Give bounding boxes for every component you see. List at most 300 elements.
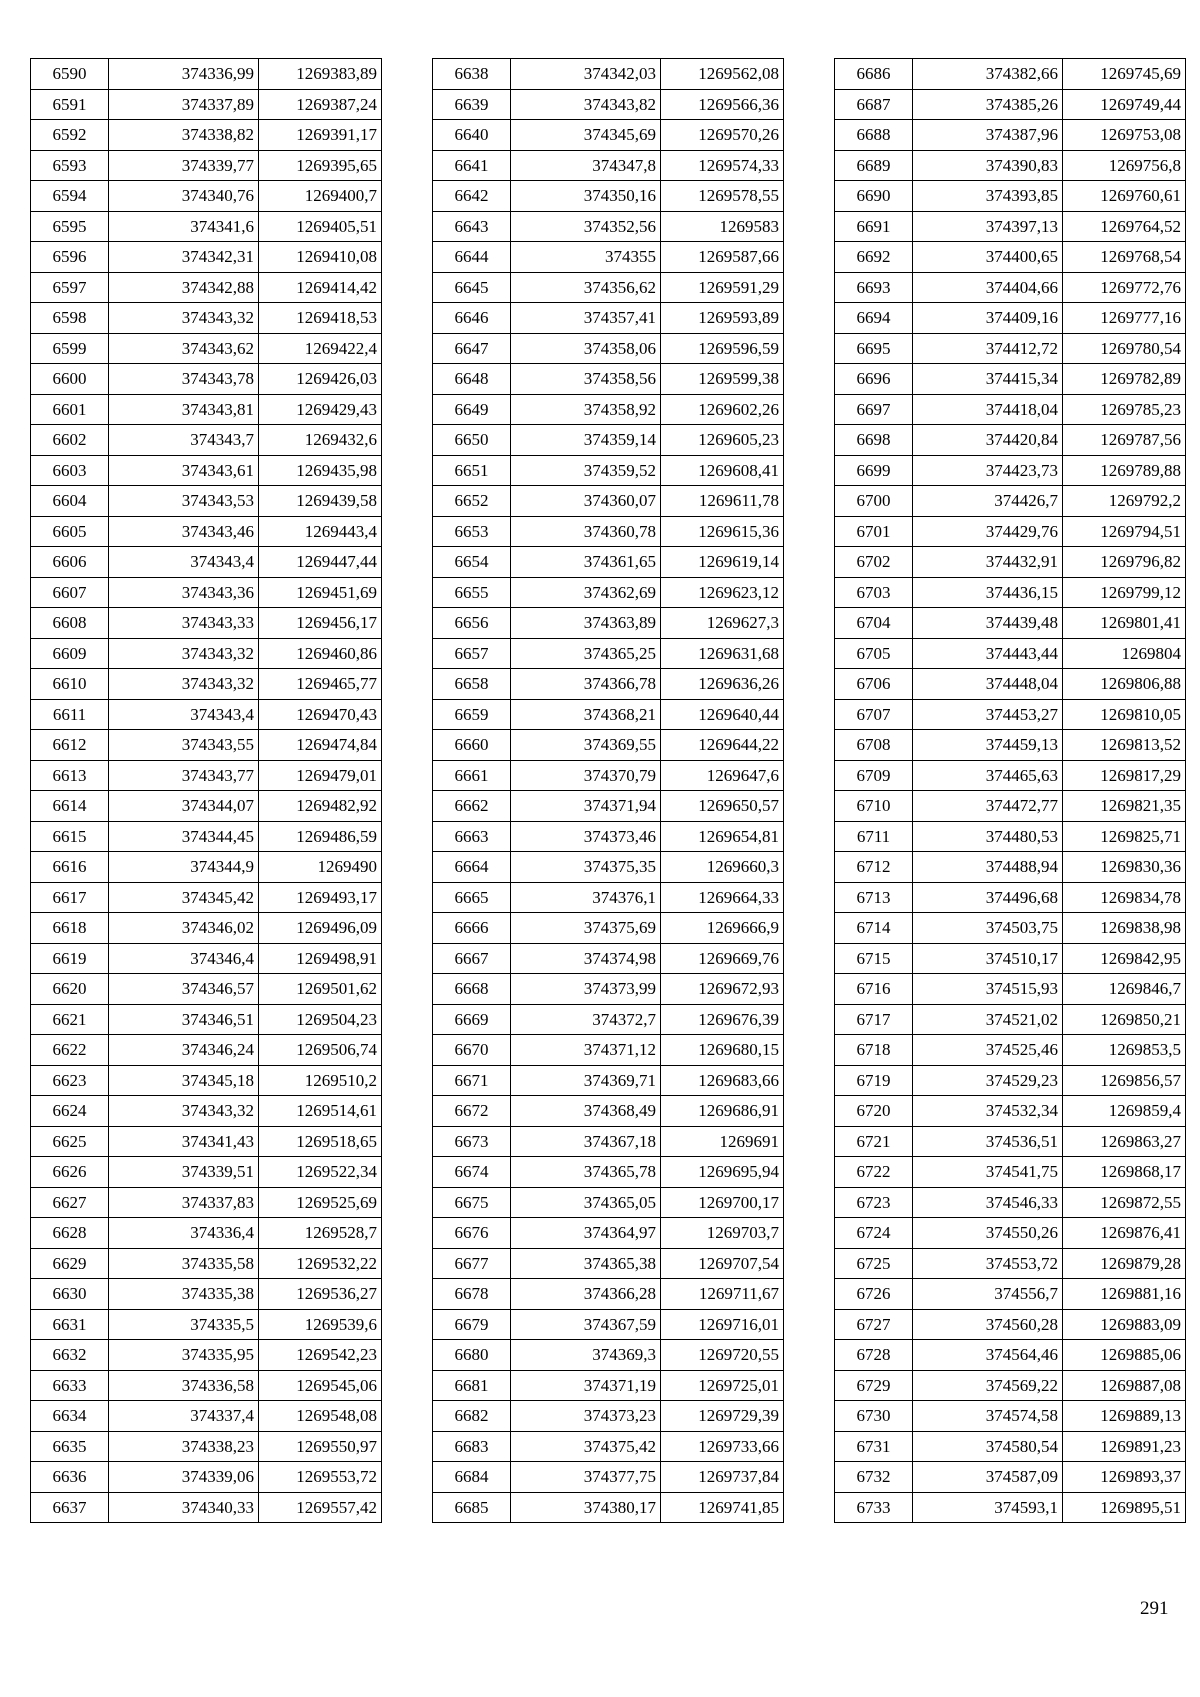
table-row bbox=[433, 333, 784, 364]
x-coordinate-cell: 374345,42 bbox=[109, 882, 259, 913]
y-coordinate-cell: 1269550,97 bbox=[259, 1431, 382, 1462]
point-number-cell: 6616 bbox=[31, 852, 109, 883]
point-number-cell: 6710 bbox=[835, 791, 913, 822]
x-coordinate-cell: 374459,13 bbox=[913, 730, 1063, 761]
table-row bbox=[433, 364, 784, 395]
point-number-cell: 6631 bbox=[31, 1309, 109, 1340]
table-row bbox=[31, 1431, 382, 1462]
table-row bbox=[31, 913, 382, 944]
x-coordinate-cell: 374339,51 bbox=[109, 1157, 259, 1188]
point-number-cell: 6732 bbox=[835, 1462, 913, 1493]
x-coordinate-cell: 374409,16 bbox=[913, 303, 1063, 334]
x-coordinate-cell: 374352,56 bbox=[511, 211, 661, 242]
x-coordinate-cell: 374346,51 bbox=[109, 1004, 259, 1035]
x-coordinate-cell: 374343,4 bbox=[109, 699, 259, 730]
x-coordinate-cell: 374360,78 bbox=[511, 516, 661, 547]
y-coordinate-cell: 1269548,08 bbox=[259, 1401, 382, 1432]
table-row bbox=[31, 1126, 382, 1157]
y-coordinate-cell: 1269853,5 bbox=[1063, 1035, 1186, 1066]
table-row bbox=[835, 1309, 1186, 1340]
x-coordinate-cell: 374346,4 bbox=[109, 943, 259, 974]
x-coordinate-cell: 374550,26 bbox=[913, 1218, 1063, 1249]
point-number-cell: 6644 bbox=[433, 242, 511, 273]
y-coordinate-cell: 1269391,17 bbox=[259, 120, 382, 151]
x-coordinate-cell: 374358,56 bbox=[511, 364, 661, 395]
y-coordinate-cell: 1269753,08 bbox=[1063, 120, 1186, 151]
point-number-cell: 6704 bbox=[835, 608, 913, 639]
x-coordinate-cell: 374369,3 bbox=[511, 1340, 661, 1371]
x-coordinate-cell: 374350,16 bbox=[511, 181, 661, 212]
point-number-cell: 6626 bbox=[31, 1157, 109, 1188]
x-coordinate-cell: 374344,45 bbox=[109, 821, 259, 852]
x-coordinate-cell: 374335,5 bbox=[109, 1309, 259, 1340]
y-coordinate-cell: 1269451,69 bbox=[259, 577, 382, 608]
table-row bbox=[835, 913, 1186, 944]
table-row bbox=[835, 1004, 1186, 1035]
point-number-cell: 6594 bbox=[31, 181, 109, 212]
x-coordinate-cell: 374343,55 bbox=[109, 730, 259, 761]
y-coordinate-cell: 1269490 bbox=[259, 852, 382, 883]
y-coordinate-cell: 1269777,16 bbox=[1063, 303, 1186, 334]
table-row bbox=[433, 760, 784, 791]
table-row bbox=[835, 181, 1186, 212]
point-number-cell: 6609 bbox=[31, 638, 109, 669]
table-row bbox=[433, 669, 784, 700]
x-coordinate-cell: 374343,33 bbox=[109, 608, 259, 639]
table-row bbox=[433, 821, 784, 852]
y-coordinate-cell: 1269493,17 bbox=[259, 882, 382, 913]
x-coordinate-cell: 374510,17 bbox=[913, 943, 1063, 974]
point-number-cell: 6715 bbox=[835, 943, 913, 974]
point-number-cell: 6618 bbox=[31, 913, 109, 944]
x-coordinate-cell: 374355 bbox=[511, 242, 661, 273]
y-coordinate-cell: 1269553,72 bbox=[259, 1462, 382, 1493]
point-number-cell: 6676 bbox=[433, 1218, 511, 1249]
table-row bbox=[835, 1096, 1186, 1127]
point-number-cell: 6724 bbox=[835, 1218, 913, 1249]
table-row bbox=[31, 1004, 382, 1035]
point-number-cell: 6671 bbox=[433, 1065, 511, 1096]
table-row bbox=[31, 547, 382, 578]
point-number-cell: 6689 bbox=[835, 150, 913, 181]
point-number-cell: 6703 bbox=[835, 577, 913, 608]
point-number-cell: 6642 bbox=[433, 181, 511, 212]
point-number-cell: 6647 bbox=[433, 333, 511, 364]
point-number-cell: 6674 bbox=[433, 1157, 511, 1188]
y-coordinate-cell: 1269782,89 bbox=[1063, 364, 1186, 395]
point-number-cell: 6708 bbox=[835, 730, 913, 761]
x-coordinate-cell: 374345,18 bbox=[109, 1065, 259, 1096]
y-coordinate-cell: 1269506,74 bbox=[259, 1035, 382, 1066]
x-coordinate-cell: 374335,58 bbox=[109, 1248, 259, 1279]
point-number-cell: 6695 bbox=[835, 333, 913, 364]
x-coordinate-cell: 374390,83 bbox=[913, 150, 1063, 181]
point-number-cell: 6596 bbox=[31, 242, 109, 273]
point-number-cell: 6729 bbox=[835, 1370, 913, 1401]
point-number-cell: 6637 bbox=[31, 1492, 109, 1523]
point-number-cell: 6610 bbox=[31, 669, 109, 700]
x-coordinate-cell: 374385,26 bbox=[913, 89, 1063, 120]
x-coordinate-cell: 374423,73 bbox=[913, 455, 1063, 486]
x-coordinate-cell: 374339,77 bbox=[109, 150, 259, 181]
table-row bbox=[31, 1401, 382, 1432]
x-coordinate-cell: 374448,04 bbox=[913, 669, 1063, 700]
table-row bbox=[835, 1065, 1186, 1096]
table-row bbox=[835, 547, 1186, 578]
point-number-cell: 6680 bbox=[433, 1340, 511, 1371]
point-number-cell: 6635 bbox=[31, 1431, 109, 1462]
table-row bbox=[433, 455, 784, 486]
x-coordinate-cell: 374503,75 bbox=[913, 913, 1063, 944]
x-coordinate-cell: 374368,49 bbox=[511, 1096, 661, 1127]
y-coordinate-cell: 1269666,9 bbox=[661, 913, 784, 944]
y-coordinate-cell: 1269599,38 bbox=[661, 364, 784, 395]
y-coordinate-cell: 1269542,23 bbox=[259, 1340, 382, 1371]
point-number-cell: 6602 bbox=[31, 425, 109, 456]
y-coordinate-cell: 1269764,52 bbox=[1063, 211, 1186, 242]
y-coordinate-cell: 1269611,78 bbox=[661, 486, 784, 517]
table-row bbox=[835, 608, 1186, 639]
x-coordinate-cell: 374420,84 bbox=[913, 425, 1063, 456]
y-coordinate-cell: 1269700,17 bbox=[661, 1187, 784, 1218]
y-coordinate-cell: 1269881,16 bbox=[1063, 1279, 1186, 1310]
point-number-cell: 6686 bbox=[835, 59, 913, 90]
table-row bbox=[835, 730, 1186, 761]
table-row bbox=[835, 1279, 1186, 1310]
point-number-cell: 6606 bbox=[31, 547, 109, 578]
x-coordinate-cell: 374357,41 bbox=[511, 303, 661, 334]
y-coordinate-cell: 1269587,66 bbox=[661, 242, 784, 273]
y-coordinate-cell: 1269443,4 bbox=[259, 516, 382, 547]
point-number-cell: 6600 bbox=[31, 364, 109, 395]
x-coordinate-cell: 374342,88 bbox=[109, 272, 259, 303]
table-row bbox=[835, 1187, 1186, 1218]
y-coordinate-cell: 1269804 bbox=[1063, 638, 1186, 669]
x-coordinate-cell: 374371,19 bbox=[511, 1370, 661, 1401]
point-number-cell: 6700 bbox=[835, 486, 913, 517]
x-coordinate-cell: 374429,76 bbox=[913, 516, 1063, 547]
y-coordinate-cell: 1269514,61 bbox=[259, 1096, 382, 1127]
point-number-cell: 6628 bbox=[31, 1218, 109, 1249]
y-coordinate-cell: 1269891,23 bbox=[1063, 1431, 1186, 1462]
table-row bbox=[835, 486, 1186, 517]
x-coordinate-cell: 374343,53 bbox=[109, 486, 259, 517]
point-number-cell: 6657 bbox=[433, 638, 511, 669]
point-number-cell: 6726 bbox=[835, 1279, 913, 1310]
y-coordinate-cell: 1269806,88 bbox=[1063, 669, 1186, 700]
y-coordinate-cell: 1269465,77 bbox=[259, 669, 382, 700]
table-row bbox=[835, 516, 1186, 547]
x-coordinate-cell: 374574,58 bbox=[913, 1401, 1063, 1432]
point-number-cell: 6641 bbox=[433, 150, 511, 181]
y-coordinate-cell: 1269785,23 bbox=[1063, 394, 1186, 425]
table-row bbox=[31, 516, 382, 547]
y-coordinate-cell: 1269647,6 bbox=[661, 760, 784, 791]
x-coordinate-cell: 374341,6 bbox=[109, 211, 259, 242]
table-row bbox=[31, 89, 382, 120]
y-coordinate-cell: 1269557,42 bbox=[259, 1492, 382, 1523]
table-row bbox=[835, 1431, 1186, 1462]
y-coordinate-cell: 1269426,03 bbox=[259, 364, 382, 395]
table-row bbox=[835, 577, 1186, 608]
coordinate-table-2 bbox=[432, 58, 784, 1523]
table-row bbox=[835, 1401, 1186, 1432]
x-coordinate-cell: 374343,62 bbox=[109, 333, 259, 364]
y-coordinate-cell: 1269496,09 bbox=[259, 913, 382, 944]
x-coordinate-cell: 374358,92 bbox=[511, 394, 661, 425]
y-coordinate-cell: 1269532,22 bbox=[259, 1248, 382, 1279]
y-coordinate-cell: 1269650,57 bbox=[661, 791, 784, 822]
y-coordinate-cell: 1269691 bbox=[661, 1126, 784, 1157]
point-number-cell: 6603 bbox=[31, 455, 109, 486]
point-number-cell: 6697 bbox=[835, 394, 913, 425]
x-coordinate-cell: 374366,28 bbox=[511, 1279, 661, 1310]
x-coordinate-cell: 374426,7 bbox=[913, 486, 1063, 517]
x-coordinate-cell: 374365,25 bbox=[511, 638, 661, 669]
x-coordinate-cell: 374515,93 bbox=[913, 974, 1063, 1005]
y-coordinate-cell: 1269418,53 bbox=[259, 303, 382, 334]
table-row bbox=[433, 242, 784, 273]
point-number-cell: 6714 bbox=[835, 913, 913, 944]
y-coordinate-cell: 1269707,54 bbox=[661, 1248, 784, 1279]
y-coordinate-cell: 1269539,6 bbox=[259, 1309, 382, 1340]
y-coordinate-cell: 1269885,06 bbox=[1063, 1340, 1186, 1371]
point-number-cell: 6725 bbox=[835, 1248, 913, 1279]
y-coordinate-cell: 1269703,7 bbox=[661, 1218, 784, 1249]
point-number-cell: 6701 bbox=[835, 516, 913, 547]
table-row bbox=[835, 120, 1186, 151]
y-coordinate-cell: 1269838,98 bbox=[1063, 913, 1186, 944]
y-coordinate-cell: 1269608,41 bbox=[661, 455, 784, 486]
y-coordinate-cell: 1269711,67 bbox=[661, 1279, 784, 1310]
table-row bbox=[835, 882, 1186, 913]
x-coordinate-cell: 374362,69 bbox=[511, 577, 661, 608]
x-coordinate-cell: 374341,43 bbox=[109, 1126, 259, 1157]
table-row bbox=[31, 821, 382, 852]
y-coordinate-cell: 1269729,39 bbox=[661, 1401, 784, 1432]
y-coordinate-cell: 1269676,39 bbox=[661, 1004, 784, 1035]
point-number-cell: 6694 bbox=[835, 303, 913, 334]
table-row bbox=[31, 333, 382, 364]
y-coordinate-cell: 1269883,09 bbox=[1063, 1309, 1186, 1340]
point-number-cell: 6685 bbox=[433, 1492, 511, 1523]
table-row bbox=[433, 1431, 784, 1462]
point-number-cell: 6611 bbox=[31, 699, 109, 730]
point-number-cell: 6630 bbox=[31, 1279, 109, 1310]
x-coordinate-cell: 374347,8 bbox=[511, 150, 661, 181]
table-row bbox=[835, 1218, 1186, 1249]
y-coordinate-cell: 1269435,98 bbox=[259, 455, 382, 486]
x-coordinate-cell: 374343,77 bbox=[109, 760, 259, 791]
x-coordinate-cell: 374373,23 bbox=[511, 1401, 661, 1432]
point-number-cell: 6668 bbox=[433, 974, 511, 1005]
x-coordinate-cell: 374393,85 bbox=[913, 181, 1063, 212]
x-coordinate-cell: 374342,31 bbox=[109, 242, 259, 273]
y-coordinate-cell: 1269856,57 bbox=[1063, 1065, 1186, 1096]
y-coordinate-cell: 1269799,12 bbox=[1063, 577, 1186, 608]
table-row bbox=[835, 699, 1186, 730]
table-row bbox=[31, 394, 382, 425]
point-number-cell: 6645 bbox=[433, 272, 511, 303]
table-row bbox=[31, 760, 382, 791]
point-number-cell: 6654 bbox=[433, 547, 511, 578]
x-coordinate-cell: 374340,76 bbox=[109, 181, 259, 212]
point-number-cell: 6678 bbox=[433, 1279, 511, 1310]
y-coordinate-cell: 1269842,95 bbox=[1063, 943, 1186, 974]
point-number-cell: 6607 bbox=[31, 577, 109, 608]
table-row bbox=[31, 1157, 382, 1188]
table-row bbox=[433, 89, 784, 120]
point-number-cell: 6656 bbox=[433, 608, 511, 639]
x-coordinate-cell: 374541,75 bbox=[913, 1157, 1063, 1188]
x-coordinate-cell: 374337,4 bbox=[109, 1401, 259, 1432]
table-row bbox=[835, 242, 1186, 273]
x-coordinate-cell: 374336,58 bbox=[109, 1370, 259, 1401]
x-coordinate-cell: 374553,72 bbox=[913, 1248, 1063, 1279]
x-coordinate-cell: 374371,94 bbox=[511, 791, 661, 822]
x-coordinate-cell: 374375,69 bbox=[511, 913, 661, 944]
y-coordinate-cell: 1269510,2 bbox=[259, 1065, 382, 1096]
x-coordinate-cell: 374532,34 bbox=[913, 1096, 1063, 1127]
y-coordinate-cell: 1269683,66 bbox=[661, 1065, 784, 1096]
point-number-cell: 6629 bbox=[31, 1248, 109, 1279]
table-row bbox=[31, 59, 382, 90]
x-coordinate-cell: 374337,83 bbox=[109, 1187, 259, 1218]
table-row bbox=[433, 1187, 784, 1218]
y-coordinate-cell: 1269794,51 bbox=[1063, 516, 1186, 547]
table-row bbox=[433, 272, 784, 303]
point-number-cell: 6687 bbox=[835, 89, 913, 120]
point-number-cell: 6651 bbox=[433, 455, 511, 486]
y-coordinate-cell: 1269432,6 bbox=[259, 425, 382, 456]
table-row bbox=[31, 1218, 382, 1249]
point-number-cell: 6655 bbox=[433, 577, 511, 608]
y-coordinate-cell: 1269720,55 bbox=[661, 1340, 784, 1371]
x-coordinate-cell: 374340,33 bbox=[109, 1492, 259, 1523]
y-coordinate-cell: 1269623,12 bbox=[661, 577, 784, 608]
y-coordinate-cell: 1269821,35 bbox=[1063, 791, 1186, 822]
table-row bbox=[835, 943, 1186, 974]
y-coordinate-cell: 1269672,93 bbox=[661, 974, 784, 1005]
table-row bbox=[31, 211, 382, 242]
point-number-cell: 6592 bbox=[31, 120, 109, 151]
table-row bbox=[31, 943, 382, 974]
table-row bbox=[433, 1096, 784, 1127]
y-coordinate-cell: 1269810,05 bbox=[1063, 699, 1186, 730]
y-coordinate-cell: 1269410,08 bbox=[259, 242, 382, 273]
x-coordinate-cell: 374375,35 bbox=[511, 852, 661, 883]
table-row bbox=[433, 1401, 784, 1432]
x-coordinate-cell: 374343,36 bbox=[109, 577, 259, 608]
table-row bbox=[31, 455, 382, 486]
table-row bbox=[835, 1157, 1186, 1188]
y-coordinate-cell: 1269834,78 bbox=[1063, 882, 1186, 913]
x-coordinate-cell: 374346,02 bbox=[109, 913, 259, 944]
x-coordinate-cell: 374439,48 bbox=[913, 608, 1063, 639]
x-coordinate-cell: 374436,15 bbox=[913, 577, 1063, 608]
page-number: 291 bbox=[1140, 1598, 1169, 1619]
y-coordinate-cell: 1269644,22 bbox=[661, 730, 784, 761]
table-row bbox=[433, 882, 784, 913]
x-coordinate-cell: 374465,63 bbox=[913, 760, 1063, 791]
table-row bbox=[31, 1187, 382, 1218]
y-coordinate-cell: 1269654,81 bbox=[661, 821, 784, 852]
x-coordinate-cell: 374380,17 bbox=[511, 1492, 661, 1523]
table-row bbox=[31, 1462, 382, 1493]
x-coordinate-cell: 374546,33 bbox=[913, 1187, 1063, 1218]
table-row bbox=[433, 394, 784, 425]
table-row bbox=[835, 1248, 1186, 1279]
x-coordinate-cell: 374432,91 bbox=[913, 547, 1063, 578]
y-coordinate-cell: 1269400,7 bbox=[259, 181, 382, 212]
x-coordinate-cell: 374496,68 bbox=[913, 882, 1063, 913]
table-row bbox=[835, 455, 1186, 486]
y-coordinate-cell: 1269863,27 bbox=[1063, 1126, 1186, 1157]
x-coordinate-cell: 374412,72 bbox=[913, 333, 1063, 364]
table-row bbox=[31, 272, 382, 303]
table-row bbox=[433, 303, 784, 334]
table-row bbox=[433, 699, 784, 730]
x-coordinate-cell: 374343,82 bbox=[511, 89, 661, 120]
point-number-cell: 6590 bbox=[31, 59, 109, 90]
x-coordinate-cell: 374376,1 bbox=[511, 882, 661, 913]
point-number-cell: 6691 bbox=[835, 211, 913, 242]
x-coordinate-cell: 374580,54 bbox=[913, 1431, 1063, 1462]
point-number-cell: 6636 bbox=[31, 1462, 109, 1493]
point-number-cell: 6620 bbox=[31, 974, 109, 1005]
table-row bbox=[835, 669, 1186, 700]
table-row bbox=[433, 59, 784, 90]
point-number-cell: 6730 bbox=[835, 1401, 913, 1432]
x-coordinate-cell: 374336,4 bbox=[109, 1218, 259, 1249]
point-number-cell: 6648 bbox=[433, 364, 511, 395]
x-coordinate-cell: 374339,06 bbox=[109, 1462, 259, 1493]
point-number-cell: 6723 bbox=[835, 1187, 913, 1218]
table-row bbox=[433, 181, 784, 212]
y-coordinate-cell: 1269887,08 bbox=[1063, 1370, 1186, 1401]
y-coordinate-cell: 1269593,89 bbox=[661, 303, 784, 334]
table-row bbox=[433, 211, 784, 242]
y-coordinate-cell: 1269518,65 bbox=[259, 1126, 382, 1157]
point-number-cell: 6622 bbox=[31, 1035, 109, 1066]
x-coordinate-cell: 374369,71 bbox=[511, 1065, 661, 1096]
x-coordinate-cell: 374488,94 bbox=[913, 852, 1063, 883]
y-coordinate-cell: 1269486,59 bbox=[259, 821, 382, 852]
point-number-cell: 6650 bbox=[433, 425, 511, 456]
y-coordinate-cell: 1269780,54 bbox=[1063, 333, 1186, 364]
table-row bbox=[433, 1309, 784, 1340]
point-number-cell: 6624 bbox=[31, 1096, 109, 1127]
x-coordinate-cell: 374369,55 bbox=[511, 730, 661, 761]
y-coordinate-cell: 1269879,28 bbox=[1063, 1248, 1186, 1279]
x-coordinate-cell: 374343,61 bbox=[109, 455, 259, 486]
x-coordinate-cell: 374358,06 bbox=[511, 333, 661, 364]
table-row bbox=[433, 1492, 784, 1523]
y-coordinate-cell: 1269664,33 bbox=[661, 882, 784, 913]
x-coordinate-cell: 374344,9 bbox=[109, 852, 259, 883]
point-number-cell: 6727 bbox=[835, 1309, 913, 1340]
point-number-cell: 6604 bbox=[31, 486, 109, 517]
point-number-cell: 6721 bbox=[835, 1126, 913, 1157]
x-coordinate-cell: 374335,95 bbox=[109, 1340, 259, 1371]
x-coordinate-cell: 374371,12 bbox=[511, 1035, 661, 1066]
point-number-cell: 6669 bbox=[433, 1004, 511, 1035]
y-coordinate-cell: 1269439,58 bbox=[259, 486, 382, 517]
point-number-cell: 6633 bbox=[31, 1370, 109, 1401]
table-row bbox=[433, 425, 784, 456]
point-number-cell: 6673 bbox=[433, 1126, 511, 1157]
y-coordinate-cell: 1269429,43 bbox=[259, 394, 382, 425]
